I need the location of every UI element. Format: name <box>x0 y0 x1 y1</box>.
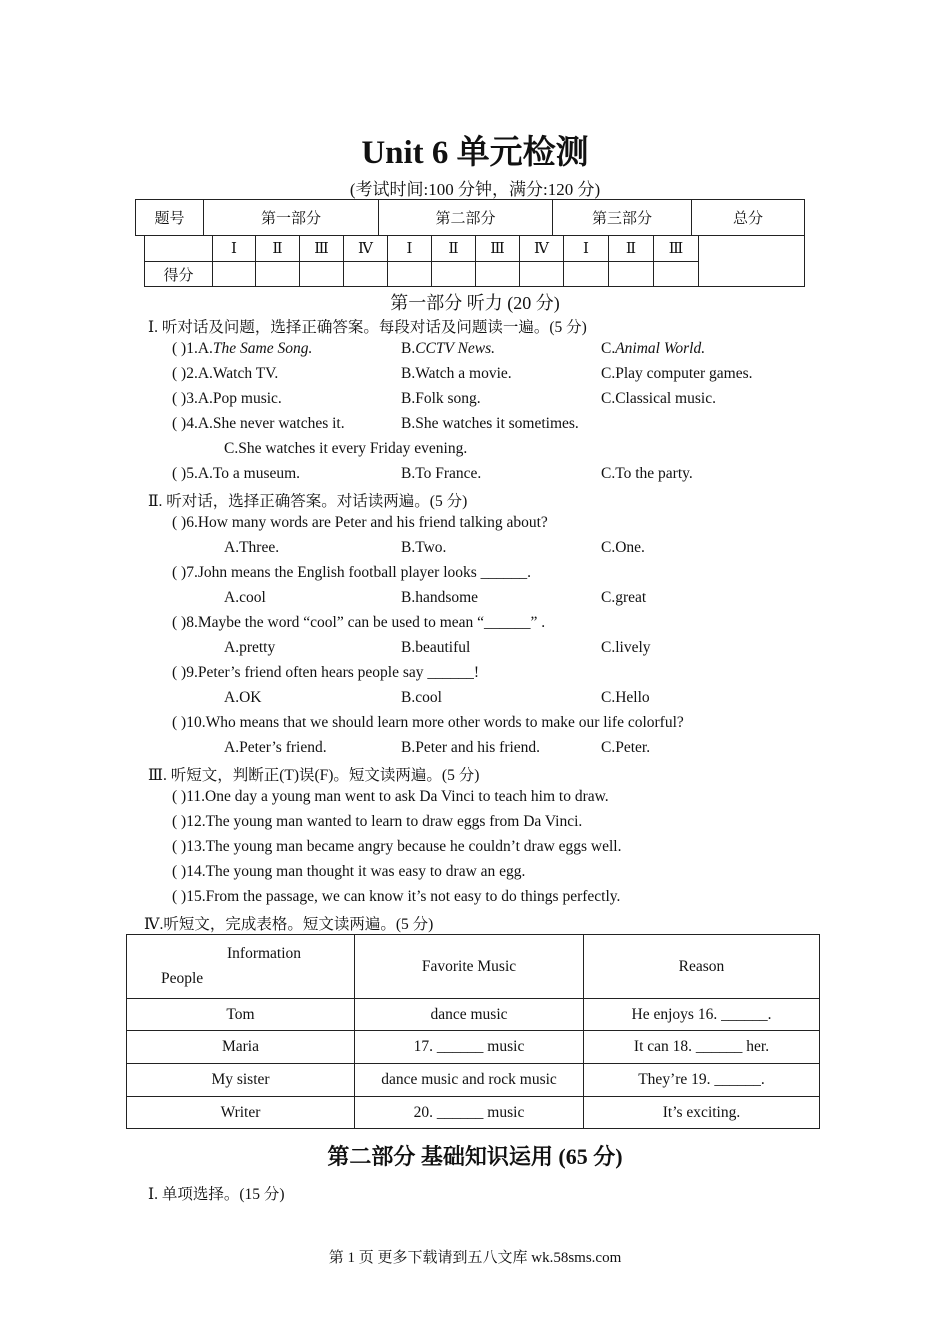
score-cell <box>145 236 213 262</box>
option-a: A.OK <box>224 689 262 706</box>
table-cell: My sister <box>127 1064 355 1097</box>
option-c: C.lively <box>601 639 651 656</box>
option-b: B.She watches it sometimes. <box>401 415 579 432</box>
score-subheader: Ⅱ <box>432 236 476 262</box>
option-c: C.She watches it every Friday evening. <box>224 440 468 457</box>
table-cell: 20. ______ music <box>355 1097 584 1129</box>
option-b: B.Folk song. <box>401 390 481 407</box>
score-entry <box>476 262 520 287</box>
part2-section1-instruction: Ⅰ. 单项选择。(15 分) <box>148 1186 285 1203</box>
score-header-cell: 总分 <box>692 200 805 236</box>
table-cell: dance music and rock music <box>355 1064 584 1097</box>
option-c: C.Classical music. <box>601 390 716 407</box>
part1-title: 第一部分 听力 (20 分) <box>390 293 560 313</box>
option-b: B.Peter and his friend. <box>401 739 541 756</box>
question-12: ( )12.The young man wanted to learn to draw eggs from Da Vinci. <box>172 813 583 830</box>
score-entry <box>388 262 432 287</box>
score-table-body <box>144 235 805 287</box>
table-cell: It can 18. ______ her. <box>584 1031 820 1064</box>
table-row <box>127 1064 820 1097</box>
option-c: C.Peter. <box>601 739 651 756</box>
section4-instruction: Ⅳ.听短文，完成表格。短文读两遍。(5 分) <box>144 916 434 933</box>
question-7: ( )7.John means the English football player looks ______. <box>172 564 532 581</box>
option-b: B.beautiful <box>401 639 471 656</box>
question-10: ( )10.Who means that we should learn more other words to make our life colorful? <box>172 714 684 731</box>
table-row <box>127 1097 820 1129</box>
score-header-cell: 第三部分 <box>553 200 692 236</box>
score-subheader: Ⅲ <box>654 236 699 262</box>
total-score-cell <box>699 236 805 287</box>
part2-title: 第二部分 基础知识运用 (65 分) <box>327 1144 623 1169</box>
option-b: B.Watch a movie. <box>401 365 512 382</box>
option-c: C.Hello <box>601 689 650 706</box>
question-15: ( )15.From the passage, we can know it’s not easy to do things perfectly. <box>172 888 621 905</box>
corner-label-people: People <box>161 970 204 987</box>
score-entry <box>213 262 256 287</box>
question-1: ( )1.A.The Same Song. <box>172 340 313 357</box>
question-3: ( )3.A.Pop music. <box>172 390 282 407</box>
question-14: ( )14.The young man thought it was easy to draw an egg. <box>172 863 526 880</box>
score-subheader: Ⅰ <box>564 236 609 262</box>
option-b: B.cool <box>401 689 442 706</box>
page-title: Unit 6 单元检测 <box>361 135 589 171</box>
option-c: C.Animal World. <box>601 340 706 357</box>
option-b: B.handsome <box>401 589 479 606</box>
table-cell: They’re 19. ______. <box>584 1064 820 1097</box>
option-c: C.To the party. <box>601 465 693 482</box>
table-cell: 17. ______ music <box>355 1031 584 1064</box>
option-b: B.CCTV News. <box>401 340 496 357</box>
score-subheader: Ⅳ <box>520 236 564 262</box>
corner-label-information: Information <box>227 945 302 962</box>
question-8: ( )8.Maybe the word “cool” can be used to mean “______” . <box>172 614 546 631</box>
score-entry <box>344 262 388 287</box>
section3-instruction: Ⅲ. 听短文，判断正(T)误(F)。短文读两遍。(5 分) <box>148 767 480 784</box>
section2-instruction: Ⅱ. 听对话，选择正确答案。对话读两遍。(5 分) <box>148 493 468 510</box>
score-subheader: Ⅰ <box>213 236 256 262</box>
option-b: B.Two. <box>401 539 447 556</box>
option-a: A.pretty <box>224 639 276 656</box>
option-a: A.Peter’s friend. <box>224 739 327 756</box>
exam-info: (考试时间:100 分钟，满分:120 分) <box>349 180 601 199</box>
question-5: ( )5.A.To a museum. <box>172 465 301 482</box>
question-11: ( )11.One day a young man went to ask Da Vinci to teach him to draw. <box>172 788 609 805</box>
score-subheader: Ⅲ <box>476 236 520 262</box>
score-entry <box>432 262 476 287</box>
table-row <box>127 999 820 1031</box>
option-a: A.Three. <box>224 539 280 556</box>
option-c: C.One. <box>601 539 645 556</box>
section1-instruction: Ⅰ. 听对话及问题，选择正确答案。每段对话及问题读一遍。(5 分) <box>148 319 587 336</box>
table-row <box>127 1031 820 1064</box>
score-subheader: Ⅳ <box>344 236 388 262</box>
score-subheader: Ⅱ <box>609 236 654 262</box>
score-table-header <box>135 199 805 236</box>
score-header-cell: 题号 <box>136 200 204 236</box>
option-c: C.Play computer games. <box>601 365 753 382</box>
score-entry <box>300 262 344 287</box>
question-4: ( )4.A.She never watches it. <box>172 415 345 432</box>
option-b: B.To France. <box>401 465 482 482</box>
option-c: C.great <box>601 589 647 606</box>
question-2: ( )2.A.Watch TV. <box>172 365 279 382</box>
table-corner-cell <box>127 935 355 999</box>
table-header-cell: Reason <box>584 935 820 999</box>
score-header-cell: 第一部分 <box>204 200 379 236</box>
score-entry <box>520 262 564 287</box>
score-header-cell: 第二部分 <box>379 200 553 236</box>
table-cell: dance music <box>355 999 584 1031</box>
table-cell: Writer <box>127 1097 355 1129</box>
info-table <box>126 934 820 1129</box>
page-footer: 第 1 页 更多下载请到五八文库 wk.58sms.com <box>328 1250 622 1266</box>
table-cell: He enjoys 16. ______. <box>584 999 820 1031</box>
score-entry <box>564 262 609 287</box>
score-entry <box>609 262 654 287</box>
score-entry <box>256 262 300 287</box>
table-cell: Maria <box>127 1031 355 1064</box>
score-subheader: Ⅱ <box>256 236 300 262</box>
question-9: ( )9.Peter’s friend often hears people say ______! <box>172 664 480 681</box>
score-subheader: Ⅲ <box>300 236 344 262</box>
table-cell: It’s exciting. <box>584 1097 820 1129</box>
table-cell: Tom <box>127 999 355 1031</box>
option-a: A.cool <box>224 589 266 606</box>
score-subheader: Ⅰ <box>388 236 432 262</box>
score-label: 得分 <box>145 262 213 287</box>
table-header-cell: Favorite Music <box>355 935 584 999</box>
score-entry <box>654 262 699 287</box>
question-6: ( )6.How many words are Peter and his friend talking about? <box>172 514 548 531</box>
question-13: ( )13.The young man became angry because he couldn’t draw eggs well. <box>172 838 622 855</box>
